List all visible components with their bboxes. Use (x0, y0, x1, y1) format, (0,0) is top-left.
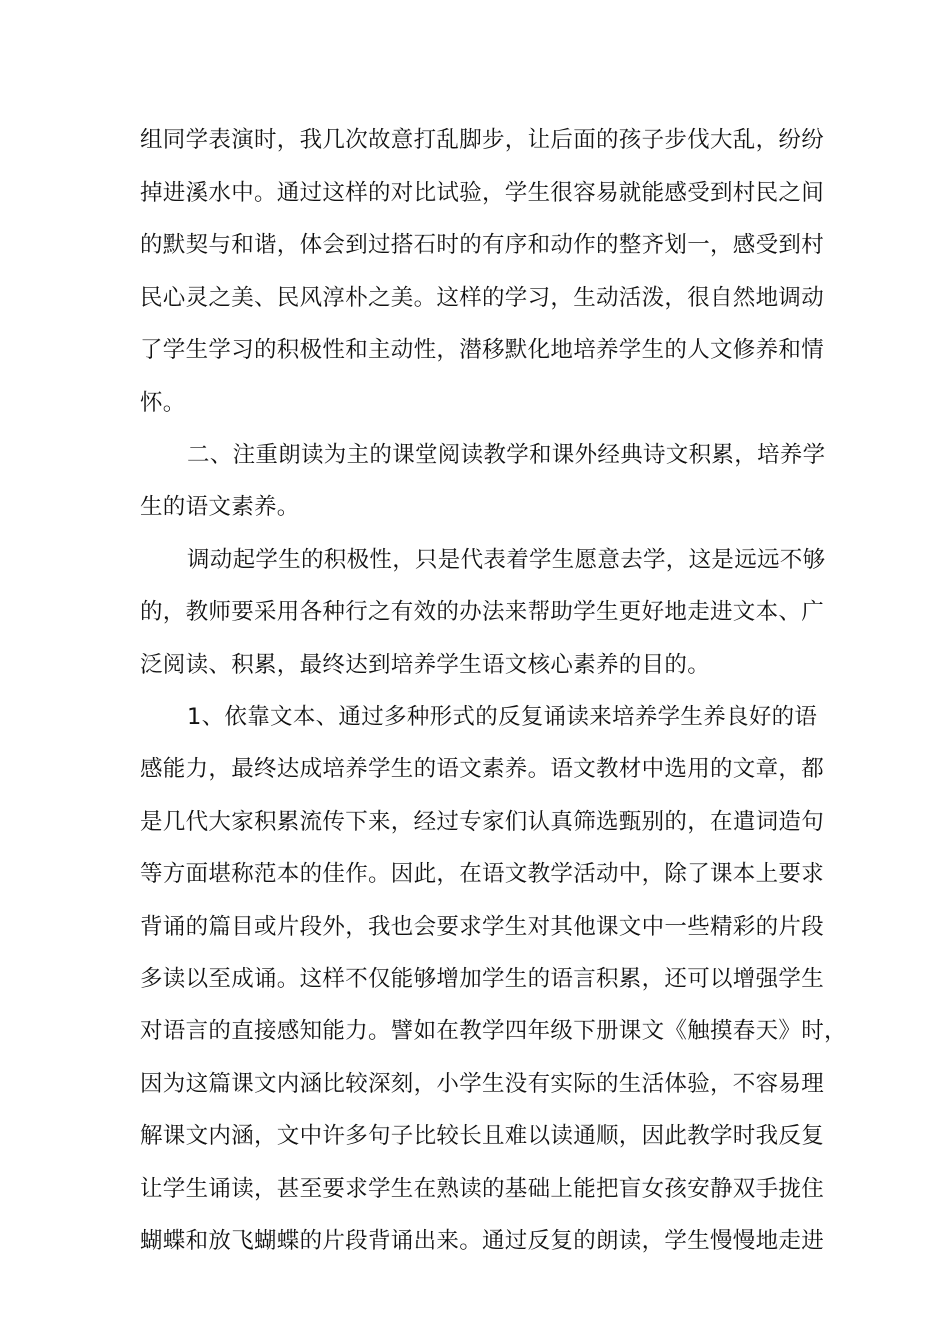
text-line: 让学生诵读，甚至要求学生在熟读的基础上能把盲女孩安静双手拢住 (140, 1176, 825, 1202)
text-line: 是几代大家积累流传下来，经过专家们认真筛选甄别的，在遣词造句 (140, 809, 825, 835)
text-line: 感能力，最终达成培养学生的语文素养。语文教材中选用的文章，都 (140, 756, 825, 782)
text-line: 调动起学生的积极性，只是代表着学生愿意去学，这是远远不够 (187, 547, 826, 573)
text-line: 民心灵之美、民风淳朴之美。这样的学习，生动活泼，很自然地调动 (140, 285, 825, 311)
text-line: 的默契与和谐，体会到过搭石时的有序和动作的整齐划一，感受到村 (140, 232, 825, 258)
text-line: 掉进溪水中。通过这样的对比试验，学生很容易就能感受到村民之间 (140, 180, 825, 206)
text-line: 泛阅读、积累，最终达到培养学生语文核心素养的目的。 (140, 652, 711, 678)
text-line: 解课文内涵，文中许多句子比较长且难以读通顺，因此教学时我反复 (140, 1123, 825, 1149)
section-heading-line: 生的语文素养。 (140, 494, 300, 520)
text-line: 怀。 (140, 390, 186, 416)
text-line: 组同学表演时，我几次故意打乱脚步，让后面的孩子步伐大乱，纷纷 (140, 127, 825, 153)
text-line: 等方面堪称范本的佳作。因此，在语文教学活动中，除了课本上要求 (140, 861, 825, 887)
text-line: 对语言的直接感知能力。譬如在教学四年级下册课文《触摸春天》时， (140, 1018, 847, 1044)
text-line: 了学生学习的积极性和主动性，潜移默化地培养学生的人文修养和情 (140, 337, 825, 363)
text-line: 背诵的篇目或片段外，我也会要求学生对其他课文中一些精彩的片段 (140, 914, 825, 940)
section-heading-line: 二、注重朗读为主的课堂阅读教学和课外经典诗文积累，培养学 (187, 442, 826, 468)
text-line: 的，教师要采用各种行之有效的办法来帮助学生更好地走进文本、广 (140, 599, 825, 625)
text-line: 多读以至成诵。这样不仅能够增加学生的语言积累，还可以增强学生 (140, 966, 825, 992)
text-line: 蝴蝶和放飞蝴蝶的片段背诵出来。通过反复的朗读，学生慢慢地走进 (140, 1228, 825, 1254)
text-line: 1、依靠文本、通过多种形式的反复诵读来培养学生养良好的语 (187, 704, 818, 730)
text-line: 因为这篇课文内涵比较深刻，小学生没有实际的生活体验，不容易理 (140, 1071, 825, 1097)
